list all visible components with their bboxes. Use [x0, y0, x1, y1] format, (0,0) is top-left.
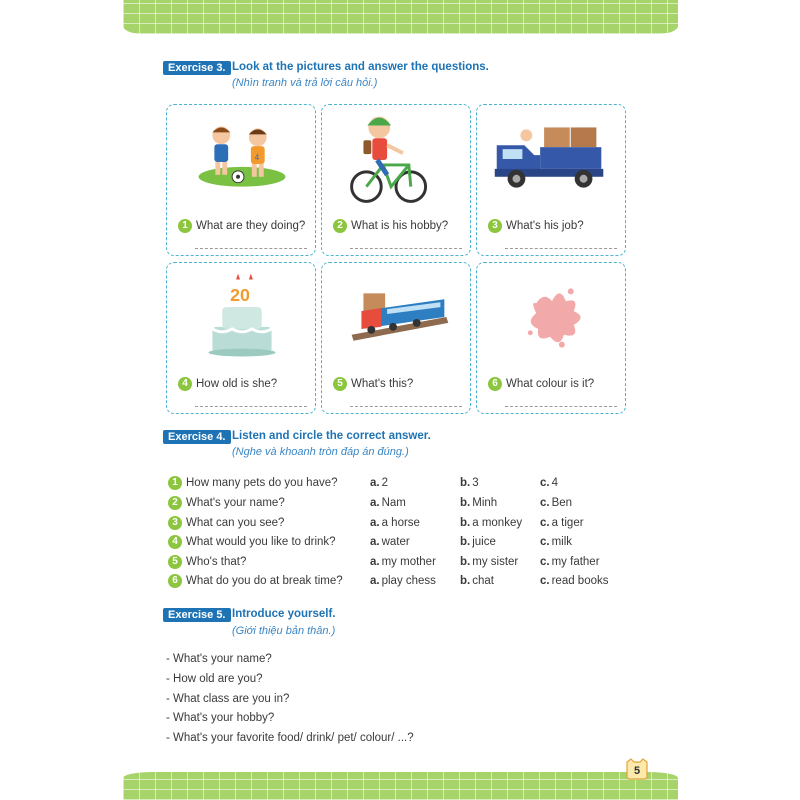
- number-badge: 2: [333, 219, 347, 233]
- intro-question-2: - How old are you?: [166, 673, 263, 685]
- exercise-3-title: Look at the pictures and answer the questions.: [232, 61, 489, 73]
- number-badge: 5: [333, 377, 347, 391]
- answer-line[interactable]: [195, 406, 307, 407]
- option-1b[interactable]: b. 3: [460, 477, 479, 489]
- question-text: What would you like to drink?: [186, 536, 336, 548]
- exercise-3-subtitle: (Nhìn tranh và trả lời câu hỏi.): [232, 77, 378, 89]
- question-card-1: [166, 104, 316, 256]
- option-4a[interactable]: a. water: [370, 536, 410, 548]
- question-5: [333, 377, 413, 391]
- exercise-5-badge: Exercise 5.: [163, 608, 231, 622]
- option-2a[interactable]: a. Nam: [370, 497, 406, 509]
- page-number-badge: [624, 758, 650, 780]
- question-card-6: [476, 262, 626, 414]
- boy-riding-bike-icon: [322, 105, 470, 215]
- question-text: What's his job?: [506, 220, 584, 232]
- option-1a[interactable]: a. 2: [370, 477, 388, 489]
- number-badge: 3: [168, 516, 182, 530]
- ex4-question-6: [168, 572, 343, 590]
- option-3a[interactable]: a. a horse: [370, 517, 420, 529]
- number-badge: 3: [488, 219, 502, 233]
- option-3c[interactable]: c. a tiger: [540, 517, 584, 529]
- number-badge: 5: [168, 555, 182, 569]
- question-text: What is his hobby?: [351, 220, 449, 232]
- question-card-5: [321, 262, 471, 414]
- answer-line[interactable]: [350, 406, 462, 407]
- question-text: What do you do at break time?: [186, 575, 343, 587]
- exercise-5-subtitle: (Giới thiệu bản thân.): [232, 625, 336, 637]
- ex4-question-2: [168, 494, 285, 512]
- svg-text:4: 4: [254, 153, 260, 162]
- question-2: [333, 219, 448, 233]
- question-1: [178, 219, 305, 233]
- answer-line[interactable]: [505, 406, 617, 407]
- exercise-4-badge: Exercise 4.: [163, 430, 231, 444]
- number-badge: 4: [178, 377, 192, 391]
- question-card-4: [166, 262, 316, 414]
- cake-number: 20: [230, 285, 250, 306]
- answer-line[interactable]: [505, 248, 617, 249]
- option-4b[interactable]: b. juice: [460, 536, 496, 548]
- question-card-2: [321, 104, 471, 256]
- exercise-5-title: Introduce yourself.: [232, 608, 336, 620]
- number-badge: 2: [168, 496, 182, 510]
- option-4c[interactable]: c. milk: [540, 536, 573, 548]
- question-text: What's your name?: [186, 497, 285, 509]
- question-text: Who's that?: [186, 556, 247, 568]
- question-4: [178, 377, 277, 391]
- ex4-question-1: [168, 474, 338, 492]
- option-5a[interactable]: a. my mother: [370, 556, 436, 568]
- question-text: What's this?: [351, 378, 414, 390]
- option-2c[interactable]: c. Ben: [540, 497, 573, 509]
- question-text: How old is she?: [196, 378, 278, 390]
- intro-question-1: - What's your name?: [166, 653, 272, 665]
- number-badge: 6: [488, 377, 502, 391]
- boys-playing-football-icon: [167, 105, 315, 215]
- option-3b[interactable]: b. a monkey: [460, 517, 523, 529]
- option-6c[interactable]: c. read books: [540, 575, 609, 587]
- header-decoration: [123, 0, 678, 34]
- option-5c[interactable]: c. my father: [540, 556, 600, 568]
- question-card-3: [476, 104, 626, 256]
- train-icon: [322, 263, 470, 373]
- exercise-4-title: Listen and circle the correct answer.: [232, 430, 431, 442]
- ex4-question-4: [168, 533, 336, 551]
- number-badge: 1: [168, 476, 182, 490]
- option-1c[interactable]: c. 4: [540, 477, 558, 489]
- answer-line[interactable]: [350, 248, 462, 249]
- question-6: [488, 377, 594, 391]
- intro-question-5: - What's your favorite food/ drink/ pet/ colour/ ...?: [166, 732, 414, 744]
- ex4-question-5: [168, 553, 246, 571]
- intro-question-3: - What class are you in?: [166, 693, 290, 705]
- answer-line[interactable]: [195, 248, 307, 249]
- intro-question-4: - What's your hobby?: [166, 712, 275, 724]
- question-3: [488, 219, 584, 233]
- question-text: How many pets do you have?: [186, 477, 338, 489]
- option-2b[interactable]: b. Minh: [460, 497, 498, 509]
- birthday-cake-icon: [167, 263, 315, 373]
- exercise-4-subtitle: (Nghe và khoanh tròn đáp án đúng.): [232, 446, 409, 458]
- option-6b[interactable]: b. chat: [460, 575, 494, 587]
- number-badge: 6: [168, 574, 182, 588]
- page-number: 5: [633, 765, 641, 777]
- question-text: What colour is it?: [506, 378, 595, 390]
- number-badge: 4: [168, 535, 182, 549]
- ex4-question-3: [168, 514, 284, 532]
- number-badge: 1: [178, 219, 192, 233]
- paint-splash-icon: [477, 263, 625, 373]
- question-text: What are they doing?: [196, 220, 306, 232]
- question-text: What can you see?: [186, 517, 285, 529]
- footer-decoration: [123, 772, 678, 800]
- exercise-3-badge: Exercise 3.: [163, 61, 231, 75]
- option-6a[interactable]: a. play chess: [370, 575, 436, 587]
- option-5b[interactable]: b. my sister: [460, 556, 519, 568]
- delivery-truck-icon: [477, 105, 625, 215]
